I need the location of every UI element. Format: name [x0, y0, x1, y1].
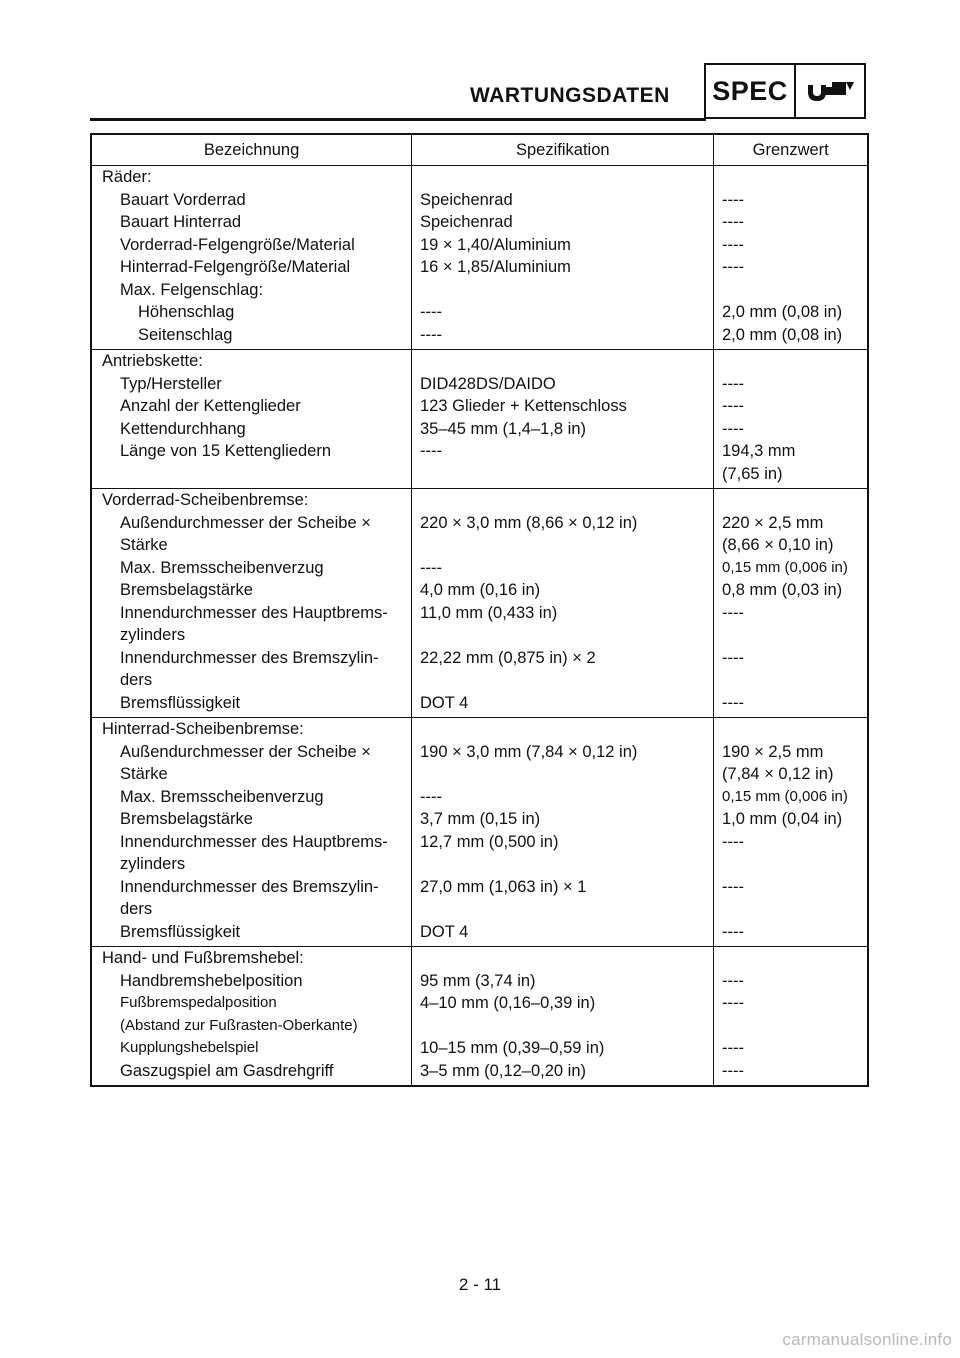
table-header — [92, 135, 867, 166]
cell-spec: ---- — [420, 442, 442, 460]
cell-spec: Speichenrad — [420, 213, 513, 231]
cell-limit: 190 × 2,5 mm — [722, 742, 824, 761]
cell-limit: ---- — [722, 994, 744, 1012]
cell-name: Handbremshebelposition — [120, 971, 303, 990]
cell-name: Bauart Vorderrad — [120, 190, 246, 209]
cell-spec — [420, 279, 713, 302]
column-header-name: Bezeichnung — [92, 135, 412, 165]
column-header-limit: Grenzwert — [752, 140, 829, 159]
cell-spec: 3–5 mm (0,12–0,20 in) — [420, 1061, 587, 1080]
cell-name: Außendurchmesser der Scheibe × — [120, 513, 371, 532]
cell-spec: 4,0 mm (0,16 in) — [420, 581, 541, 599]
cell-name: Fußbremspedalposition — [120, 994, 277, 1011]
cell-limit — [722, 1015, 867, 1038]
cell-spec: 22,22 mm (0,875 in) × 2 — [420, 648, 596, 667]
cell-spec: 12,7 mm (0,500 in) — [420, 832, 559, 851]
cell-spec — [420, 898, 713, 921]
cell-name: Außendurchmesser der Scheibe × — [120, 742, 371, 761]
cell-spec — [420, 534, 713, 557]
cell-name: Hinterrad-Felgengröße/Material — [120, 258, 351, 276]
cell-limit: 2,0 mm (0,08 in) — [722, 303, 843, 321]
cell-limit: ---- — [722, 258, 744, 276]
cell-limit — [722, 350, 867, 373]
cell-spec — [420, 669, 713, 692]
watermark: carmanualsonline.info — [782, 1330, 952, 1349]
wrench-icon — [796, 65, 864, 117]
cell-name: Kupplungshebelspiel — [120, 1039, 259, 1056]
cell-spec: 35–45 mm (1,4–1,8 in) — [420, 419, 587, 438]
column-header-spec: Spezifikation — [412, 135, 714, 165]
cell-name: Kettendurchhang — [120, 419, 246, 438]
cell-limit: ---- — [722, 922, 744, 941]
cell-limit — [722, 279, 867, 302]
cell-spec — [420, 763, 713, 786]
spec-label: SPEC — [706, 65, 796, 117]
cell-limit: ---- — [722, 832, 744, 851]
cell-name: Höhenschlag — [138, 303, 235, 321]
table-column — [714, 718, 867, 946]
table-column — [412, 718, 714, 946]
cell-name: Antriebskette: — [102, 352, 203, 370]
table-column — [92, 350, 412, 488]
cell-name: (Abstand zur Fußrasten-Oberkante) — [120, 1016, 358, 1034]
cell-name: Innendurchmesser des Hauptbrems- — [120, 832, 388, 851]
cell-spec — [420, 489, 713, 512]
cell-limit — [722, 166, 867, 189]
cell-limit — [722, 947, 867, 970]
table-section — [92, 489, 867, 718]
table-section — [92, 350, 867, 489]
page-title: WARTUNGSDATEN — [470, 84, 670, 107]
cell-limit: ---- — [722, 235, 744, 254]
cell-name: ders — [120, 671, 153, 689]
table-column — [92, 947, 412, 1085]
cell-name: Max. Felgenschlag: — [120, 280, 264, 299]
cell-name — [102, 463, 411, 486]
cell-name: Max. Bremsscheibenverzug — [120, 558, 324, 577]
table-column — [714, 350, 867, 488]
table-section — [92, 947, 867, 1085]
cell-limit: ---- — [722, 397, 744, 415]
cell-limit: 1,0 mm (0,04 in) — [722, 810, 843, 828]
cell-limit: ---- — [722, 693, 744, 712]
cell-spec: DOT 4 — [420, 693, 469, 712]
cell-limit: (8,66 × 0,10 in) — [722, 536, 834, 554]
cell-name: zylinders — [120, 626, 186, 644]
cell-name: Innendurchmesser des Bremszylin- — [120, 648, 379, 667]
cell-spec: 11,0 mm (0,433 in) — [420, 603, 558, 622]
cell-spec: 27,0 mm (1,063 in) × 1 — [420, 877, 587, 896]
cell-spec: 3,7 mm (0,15 in) — [420, 810, 541, 828]
table-column — [92, 166, 412, 349]
cell-spec — [420, 718, 713, 741]
table-column — [714, 947, 867, 1085]
cell-name: Vorderrad-Scheibenbremse: — [102, 491, 309, 509]
cell-name: Bremsflüssigkeit — [120, 693, 241, 712]
cell-spec — [420, 166, 713, 189]
cell-spec: 95 mm (3,74 in) — [420, 971, 536, 990]
cell-spec: 16 × 1,85/Aluminium — [420, 258, 571, 276]
cell-limit: ---- — [722, 648, 744, 667]
cell-limit: ---- — [722, 1061, 744, 1080]
cell-spec: 220 × 3,0 mm (8,66 × 0,12 in) — [420, 513, 638, 532]
cell-limit: ---- — [722, 213, 744, 231]
table-column — [412, 489, 714, 717]
cell-name: Bremsbelagstärke — [120, 810, 253, 828]
cell-limit: 0,8 mm (0,03 in) — [722, 581, 843, 599]
cell-name: Stärke — [120, 765, 168, 783]
cell-limit: 0,15 mm (0,006 in) — [722, 558, 848, 576]
cell-spec — [420, 350, 713, 373]
cell-limit — [722, 489, 867, 512]
cell-name: Bauart Hinterrad — [120, 213, 242, 231]
table-section — [92, 166, 867, 350]
table-body — [92, 166, 867, 1085]
cell-limit — [722, 669, 867, 692]
cell-spec: 10–15 mm (0,39–0,59 in) — [420, 1039, 605, 1057]
header-rule — [90, 118, 706, 121]
cell-spec: DOT 4 — [420, 922, 469, 941]
cell-limit — [722, 624, 867, 647]
cell-limit: 220 × 2,5 mm — [722, 513, 824, 532]
cell-limit: 194,3 mm — [722, 442, 796, 460]
cell-limit: ---- — [722, 419, 744, 438]
cell-limit — [722, 718, 867, 741]
cell-limit: ---- — [722, 1039, 744, 1057]
page-number: 2 - 11 — [458, 1275, 502, 1294]
cell-spec — [420, 463, 713, 486]
cell-spec: ---- — [420, 303, 442, 321]
cell-name: Anzahl der Kettenglieder — [120, 397, 301, 415]
cell-name: Max. Bremsscheibenverzug — [120, 787, 324, 806]
cell-limit: (7,84 × 0,12 in) — [722, 765, 834, 783]
cell-spec: 19 × 1,40/Aluminium — [420, 235, 571, 254]
spec-box — [704, 63, 866, 119]
cell-name: Räder: — [102, 168, 152, 186]
cell-spec — [420, 947, 713, 970]
cell-name: Seitenschlag — [138, 325, 233, 344]
cell-spec: ---- — [420, 558, 442, 577]
cell-name: Bremsbelagstärke — [120, 581, 253, 599]
cell-name: Hand- und Fußbremshebel: — [102, 949, 304, 967]
cell-name: Innendurchmesser des Hauptbrems- — [120, 603, 388, 622]
cell-name: Länge von 15 Kettengliedern — [120, 442, 332, 460]
table-column — [714, 166, 867, 349]
cell-limit: ---- — [722, 877, 744, 896]
cell-spec: 123 Glieder + Kettenschloss — [420, 397, 627, 415]
cell-spec: DID428DS/DAIDO — [420, 374, 556, 393]
cell-name: Stärke — [120, 536, 168, 554]
table-column — [412, 947, 714, 1085]
cell-limit: ---- — [722, 190, 744, 209]
table-column — [412, 166, 714, 349]
cell-name: zylinders — [120, 855, 186, 873]
cell-spec: Speichenrad — [420, 190, 513, 209]
cell-limit: ---- — [722, 971, 744, 990]
cell-name: Typ/Hersteller — [120, 374, 222, 393]
cell-name: Hinterrad-Scheibenbremse: — [102, 720, 304, 738]
spec-table — [90, 133, 869, 1087]
table-column — [92, 718, 412, 946]
cell-limit — [722, 898, 867, 921]
cell-spec: 190 × 3,0 mm (7,84 × 0,12 in) — [420, 742, 638, 761]
cell-name: Vorderrad-Felgengröße/Material — [120, 235, 355, 254]
cell-spec: ---- — [420, 787, 442, 806]
cell-limit: ---- — [722, 374, 744, 393]
cell-limit: 2,0 mm (0,08 in) — [722, 325, 843, 344]
cell-spec: 4–10 mm (0,16–0,39 in) — [420, 994, 596, 1012]
cell-limit — [722, 853, 867, 876]
table-column — [714, 489, 867, 717]
cell-spec — [420, 1015, 713, 1038]
cell-name: ders — [120, 900, 153, 918]
cell-limit: 0,15 mm (0,006 in) — [722, 787, 848, 805]
cell-limit: ---- — [722, 603, 744, 622]
table-column — [92, 489, 412, 717]
cell-limit: (7,65 in) — [722, 464, 783, 483]
cell-name: Innendurchmesser des Bremszylin- — [120, 877, 379, 896]
cell-spec — [420, 853, 713, 876]
cell-name: Gaszugspiel am Gasdrehgriff — [120, 1061, 334, 1080]
table-section — [92, 718, 867, 947]
cell-spec: ---- — [420, 325, 442, 344]
table-column — [412, 350, 714, 488]
cell-spec — [420, 624, 713, 647]
cell-name: Bremsflüssigkeit — [120, 922, 241, 941]
